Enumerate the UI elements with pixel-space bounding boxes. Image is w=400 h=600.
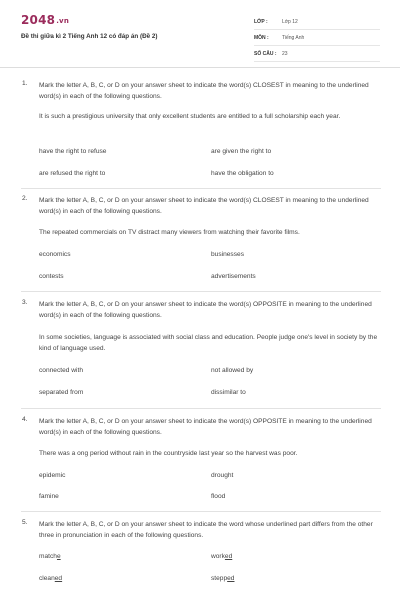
option-a[interactable]: have the right to refuse	[39, 148, 107, 155]
question-passage: It is such a prestigious university that only excellent students are entitled to a full scholarship each year.	[39, 113, 341, 120]
question-instruction: Mark the letter A, B, C, or D on your answer sheet to indicate the word(s) CLOSEST in meaning to the underlined word(s) in each of the following questions.	[39, 197, 369, 215]
option-a[interactable]: connected with	[39, 367, 83, 374]
option-d[interactable]: flood	[211, 493, 226, 500]
exam-title: Đề thi giữa kì 2 Tiếng Anh 12 có đáp án (Đề 2)	[21, 33, 158, 40]
brand-name: 2048	[21, 13, 56, 27]
option-a[interactable]: epidemic	[39, 472, 66, 479]
option-b[interactable]: drought	[211, 472, 234, 479]
header-divider	[0, 67, 400, 68]
option-underlined-part: ed	[227, 575, 235, 582]
option-stem: work	[211, 553, 225, 560]
question-divider	[21, 511, 381, 512]
option-stem: clean	[39, 575, 55, 582]
question-passage: In some societies, language is associated with social class and education. People judge one's level in society by the kind of language used.	[39, 334, 378, 352]
meta-value: Lớp 12	[282, 18, 298, 25]
question-instruction: Mark the letter A, B, C, or D on your answer sheet to indicate the word(s) OPPOSITE in meaning to the underlined word(s) in each of the following questions.	[39, 301, 372, 319]
page-header	[0, 0, 400, 62]
question-passage: There was a ong period without rain in the countryside last year so the harvest was poor.	[39, 450, 298, 457]
option-b[interactable]: businesses	[211, 251, 244, 258]
question-number: 4.	[22, 416, 28, 423]
question-number: 1.	[22, 80, 28, 87]
option-a[interactable]: economics	[39, 251, 71, 258]
option-stem: stepp	[211, 575, 228, 582]
option-d[interactable]	[211, 575, 234, 582]
question-number: 3.	[22, 299, 28, 306]
option-c[interactable]: famine	[39, 493, 59, 500]
meta-value: Tiếng Anh	[282, 34, 305, 41]
brand-suffix: .vn	[56, 17, 70, 25]
option-underlined-part: ed	[224, 553, 233, 560]
option-c[interactable]: contests	[39, 273, 64, 280]
option-underlined-part: e	[56, 553, 61, 560]
question-divider	[21, 188, 381, 189]
question-divider	[21, 408, 381, 409]
option-c[interactable]	[39, 575, 62, 582]
option-b[interactable]: not allowed by	[211, 367, 254, 374]
question-passage: The repeated commercials on TV distract many viewers from watching their favorite films.	[39, 229, 300, 236]
option-c[interactable]: are refused the right to	[39, 170, 106, 177]
meta-row-class	[254, 14, 380, 30]
meta-label: MÔN :	[254, 34, 269, 41]
meta-value: 23	[282, 50, 288, 57]
meta-label: SỐ CÂU :	[254, 50, 277, 57]
question-divider	[21, 291, 381, 292]
exam-meta	[254, 14, 380, 62]
question-number: 5.	[22, 519, 28, 526]
option-b[interactable]: are given the right to	[211, 148, 272, 155]
option-stem: match	[39, 553, 57, 560]
option-underlined-part: ed	[54, 575, 63, 582]
site-logo[interactable]	[21, 13, 69, 27]
question-instruction: Mark the letter A, B, C, or D on your answer sheet to indicate the word(s) CLOSEST in meaning to the underlined word(s) in each of the following questions.	[39, 82, 369, 100]
option-d[interactable]: dissimilar to	[211, 389, 246, 396]
meta-label: LỚP :	[254, 18, 268, 25]
option-d[interactable]: advertisements	[211, 273, 256, 280]
question-instruction: Mark the letter A, B, C, or D on your answer sheet to indicate the word whose underlined part differs from the other three in pronunciation in each of the following questions.	[39, 521, 373, 539]
option-b[interactable]	[211, 553, 232, 560]
question-number: 2.	[22, 195, 28, 202]
option-d[interactable]: have the obligation to	[211, 170, 274, 177]
option-c[interactable]: separated from	[39, 389, 84, 396]
meta-row-count	[254, 46, 380, 62]
question-instruction: Mark the letter A, B, C, or D on your answer sheet to indicate the word(s) OPPOSITE in meaning to the underlined word(s) in each of the following questions.	[39, 418, 372, 436]
option-a[interactable]	[39, 553, 61, 560]
meta-row-subject	[254, 30, 380, 46]
